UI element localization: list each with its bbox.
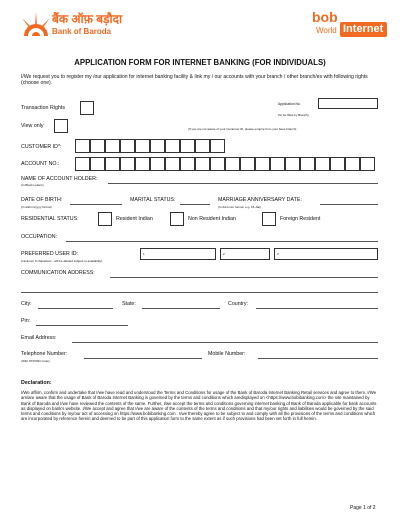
bob-sun-logo-icon [22,12,50,38]
communication-address-label: COMMUNICATION ADDRESS: [21,270,95,276]
pin-label: Pin: [21,318,31,324]
telephone-line[interactable] [84,358,202,359]
brand-bob: bob [312,9,338,25]
customer-id-boxes[interactable] [75,139,225,153]
bank-name-english: Bank of Baroda [52,27,112,36]
account-no-boxes[interactable] [75,157,375,171]
bank-name-hindi: बैंक ऑफ़ बड़ौदा [52,12,123,26]
occupation-line[interactable] [66,241,378,242]
email-line[interactable] [72,342,378,343]
address-line-1[interactable] [110,277,378,278]
user-id-choice-3[interactable] [274,248,378,260]
transaction-rights-label: Transaction Rights [21,105,65,111]
application-no-label: Application No. [278,102,301,106]
brand-internet: Internet [343,23,384,35]
view-only-checkbox[interactable] [54,119,68,133]
foreign-resident-label: Foreign Resident [280,216,321,222]
application-no-input[interactable] [318,98,378,109]
anniversary-label: MARRIAGE ANNIVERSARY DATE: [218,197,302,203]
user-id-choice-1[interactable] [140,248,216,260]
transaction-rights-checkbox[interactable] [80,101,94,115]
anniversary-format-note: (In dd-mmm format, e.g. 15-Jan) [218,205,262,209]
dob-line[interactable] [70,204,122,205]
occupation-label: OCCUPATION: [21,234,57,240]
residential-status-label: RESIDENTIAL STATUS: [21,216,79,222]
telephone-label: Telephone Number: [21,351,68,357]
country-label: Country: [228,301,249,307]
bob-world-internet-logo [310,9,390,43]
view-only-label: View only [21,123,44,129]
form-title: APPLICATION FORM FOR INTERNET BANKING (FOR INDIVIDUALS) [74,58,326,67]
non-resident-indian-label: Non Resident Indian [188,216,236,222]
choice-3-label: 3 [277,252,279,256]
page-number: Page 1 of 2 [350,505,376,511]
declaration-heading: Declaration: [21,380,52,386]
marital-status-label: MARITAL STATUS: [130,197,176,203]
state-label: State: [122,301,136,307]
email-label: Email Address: [21,335,57,341]
bank-logo [22,10,123,42]
dob-label: DATE OF BIRTH: [21,197,63,203]
declaration-text: I/We affirm, confirm and undertake that I/we have read and understood the Terms and Conditions for usage of the Bank of Baroda Internet Banking Retail services and agree to them. I/We am/are aware that the usage of Bank of Baroda Internet Banking is governed by the terms and conditions which aredisplayed on <https://www.bobibanking.com> the site maintained by Bank of Baroda and I/we have reviewed the contents of the same. Further, I/we accept the terms and conditions governing internet banking of Bank of Baroda applicable for bank accounts as displayed on bank's website. I/We accept and agree that I/we are aware of the contents of the terms and conditions and that my/our rights and liabilities would be governed by the said terms and conditions by my/our act of accessing on https://www.bobibanking.com . I/we thereby agree to be subject to and comply with all the provisions of the terms and conditions which are incorporated by reference herein and deemed to be part of this application form to the same extent as if such provisions had been set forth in full herein. [21,390,377,422]
country-line[interactable] [256,308,378,309]
to-be-filled-note: (To be filled by Branch) [278,113,309,117]
intro-text: I/We request you to register my /our application for internet banking facility & link my / our accounts with your branch / other branch/es with following rights (choose one). [21,74,368,87]
city-line[interactable] [38,308,113,309]
marital-status-line[interactable] [180,204,210,205]
block-letters-note: (In Block Letters) [21,183,44,187]
user-id-note: (minimum 6 characters - will be allotted subject to availability) [21,259,103,263]
customer-id-label: CUSTOMER ID*: [21,144,62,150]
preferred-user-id-label: PREFERRED USER ID: [21,251,79,257]
account-no-label: ACCOUNT NO.: [21,161,60,167]
customer-id-note: (If you are not aware of your Customer ID, please enquire from your base branch) [188,127,297,131]
mobile-line[interactable] [258,358,378,359]
user-id-choice-2[interactable] [220,248,270,260]
resident-indian-checkbox[interactable] [98,212,112,226]
choice-2-label: 2 [223,252,225,256]
city-label: City: [21,301,32,307]
address-line-2[interactable] [21,292,378,293]
account-holder-label: NAME OF ACCOUNT HOLDER: [21,176,98,182]
brand-world: World [316,26,337,35]
account-holder-line[interactable] [108,183,378,184]
anniversary-line[interactable] [320,204,378,205]
std-code-note: (With STD/ISD Code) [21,359,50,363]
choice-1-label: 1 [143,252,145,256]
foreign-resident-checkbox[interactable] [262,212,276,226]
dob-format-note: (In dd/mm/yyyy format) [21,205,52,209]
mobile-label: Mobile Number: [208,351,246,357]
state-line[interactable] [142,308,220,309]
resident-indian-label: Resident Indian [116,216,153,222]
pin-line[interactable] [36,325,128,326]
non-resident-indian-checkbox[interactable] [170,212,184,226]
